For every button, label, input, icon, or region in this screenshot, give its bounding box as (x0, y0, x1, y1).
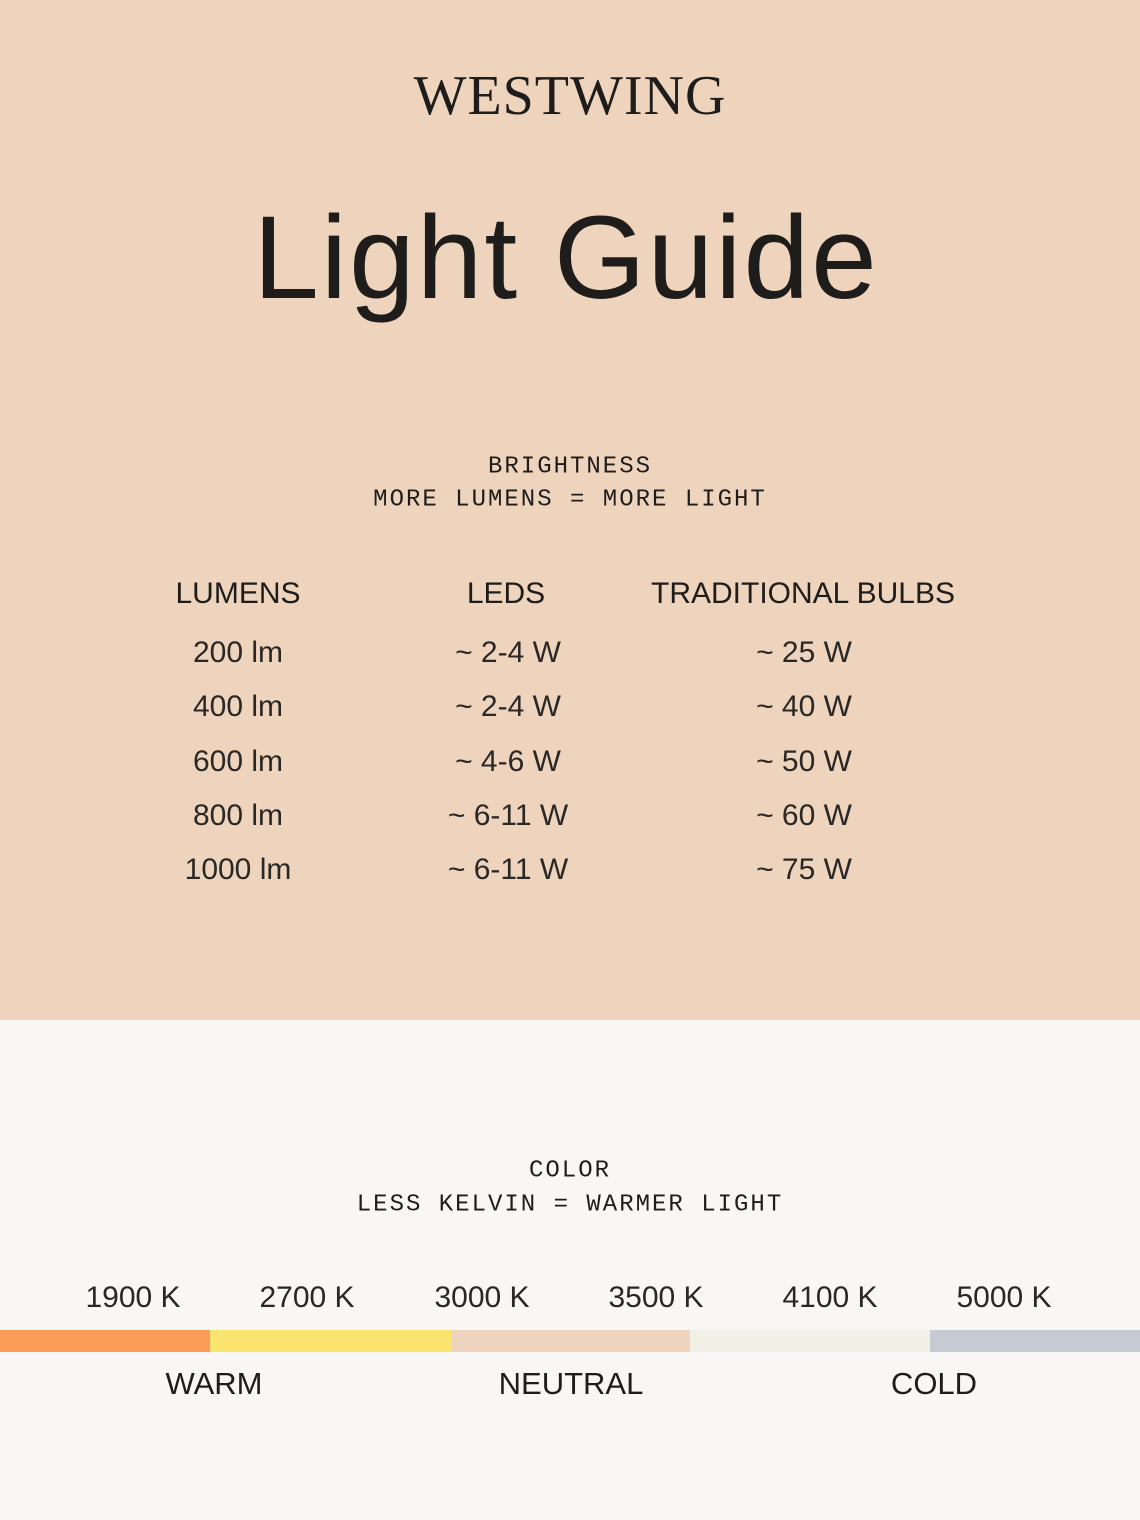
brightness-heading: BRIGHTNESS (487, 453, 653, 481)
color-temperature-bar-segment (451, 1330, 690, 1352)
kelvin-label: 3500 K (608, 1281, 704, 1314)
lumens-cell: 200 lm (192, 636, 284, 669)
traditional-bulbs-cell: ~ 50 W (756, 745, 852, 778)
color-temperature-bar-segment (690, 1330, 930, 1352)
brand-logo: WESTWING (413, 65, 727, 127)
leds-cell: ~ 4-6 W (455, 745, 561, 778)
leds-cell: ~ 6-11 W (447, 799, 569, 832)
traditional-bulbs-cell: ~ 75 W (756, 853, 852, 886)
lumens-cell: 800 lm (192, 799, 284, 832)
color-category-warm: WARM (165, 1366, 263, 1401)
kelvin-label: 4100 K (782, 1281, 878, 1314)
color-temperature-bar-segment (210, 1330, 451, 1352)
lumens-cell: 600 lm (192, 745, 284, 778)
kelvin-label: 2700 K (259, 1281, 355, 1314)
leds-cell: ~ 2-4 W (455, 690, 561, 723)
kelvin-label: 1900 K (85, 1281, 181, 1314)
color-temperature-bar-segment (0, 1330, 210, 1352)
page-title: Light Guide (253, 192, 879, 324)
color-category-cold: COLD (890, 1366, 978, 1401)
traditional-bulbs-cell: ~ 60 W (756, 799, 852, 832)
kelvin-label: 3000 K (434, 1281, 530, 1314)
lumens-cell: 1000 lm (184, 853, 292, 886)
traditional-bulbs-cell: ~ 40 W (756, 690, 852, 723)
kelvin-label: 5000 K (956, 1281, 1052, 1314)
column-header-traditional-bulbs: TRADITIONAL BULBS (651, 577, 955, 610)
color-subheading: LESS KELVIN = WARMER LIGHT (356, 1191, 784, 1219)
leds-cell: ~ 2-4 W (455, 636, 561, 669)
brightness-subheading: MORE LUMENS = MORE LIGHT (373, 486, 767, 514)
leds-cell: ~ 6-11 W (447, 853, 569, 886)
color-category-neutral: NEUTRAL (498, 1366, 644, 1401)
column-header-leds: LEDS (466, 577, 546, 610)
color-heading: COLOR (528, 1157, 612, 1185)
color-temperature-bar-segment (930, 1330, 1140, 1352)
column-header-lumens: LUMENS (175, 577, 301, 610)
lumens-cell: 400 lm (192, 690, 284, 723)
traditional-bulbs-cell: ~ 25 W (756, 636, 852, 669)
